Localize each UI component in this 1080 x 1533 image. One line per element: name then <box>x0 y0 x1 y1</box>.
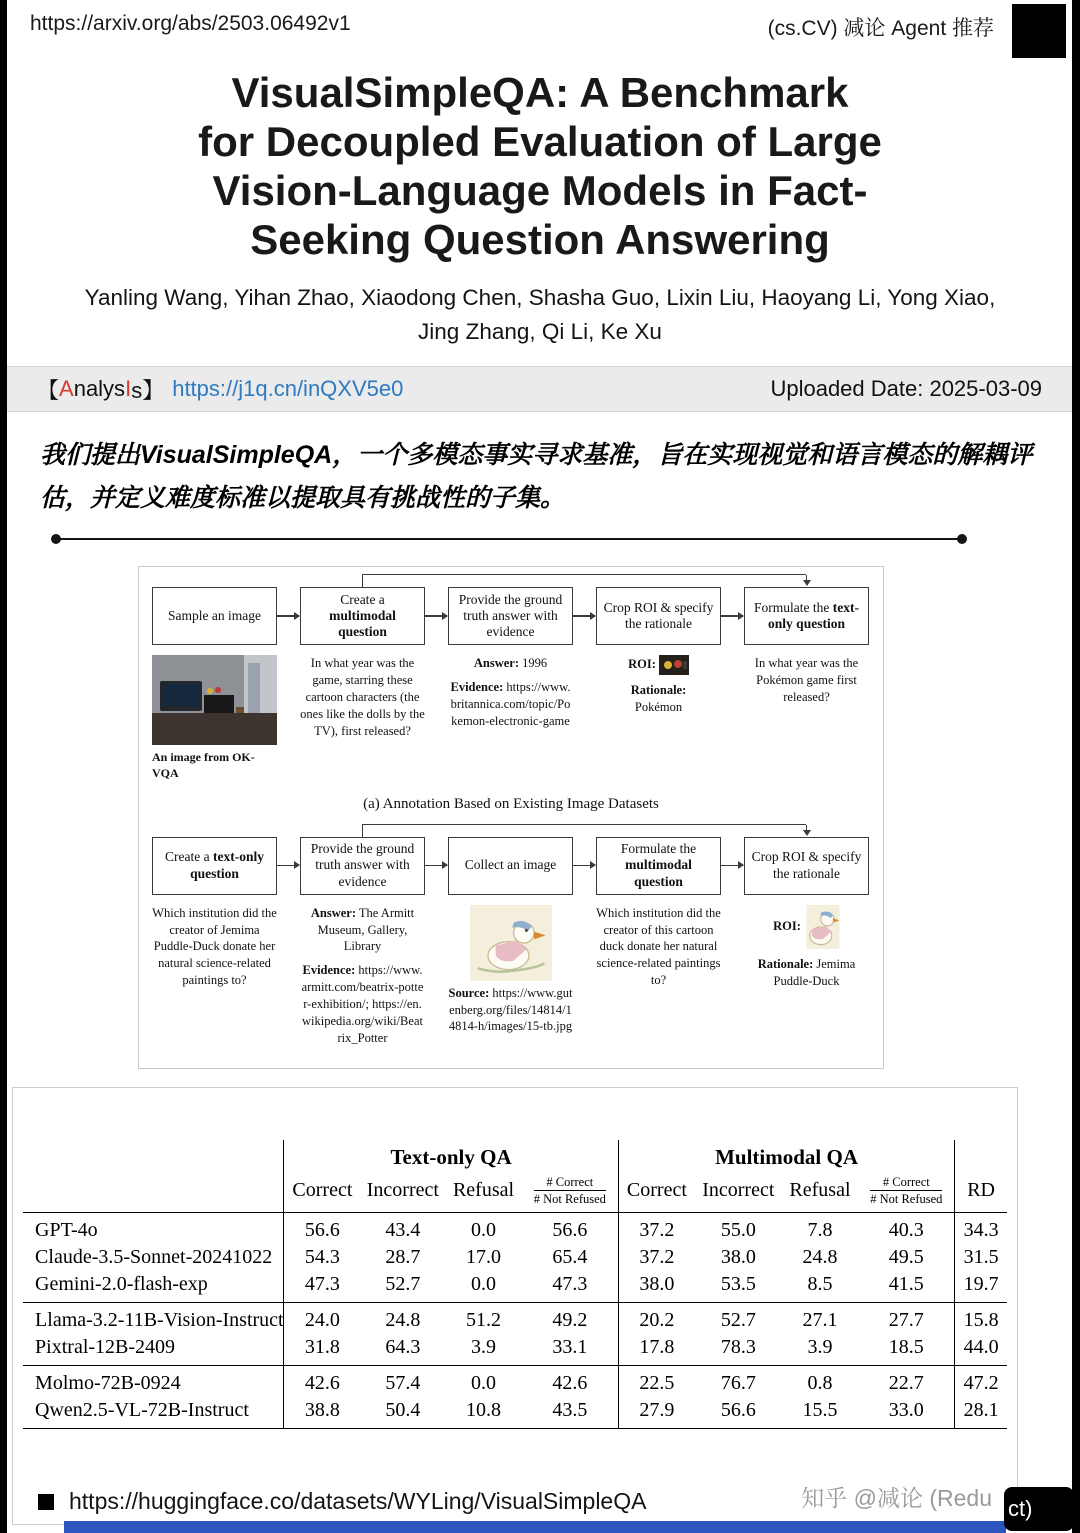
col-refusal: Refusal <box>445 1173 522 1213</box>
col-incorrect-mm: Incorrect <box>695 1173 782 1213</box>
arxiv-url[interactable]: https://arxiv.org/abs/2503.06492v1 <box>30 12 351 35</box>
table-row <box>23 1213 1007 1245</box>
annotation-b-answer-evidence: Answer: The Armitt Museum, Gallery, Library Evidence: https://www.armitt.com/beatrix-potter-exhibition/; https://en.wikipedia.org/wiki/Beatrix_Potter <box>301 905 424 1045</box>
flow-a-annotations <box>152 655 870 781</box>
okvqa-photo <box>152 655 277 745</box>
rd-cell: 19.7 <box>955 1271 1007 1303</box>
annotation-b-roi-rationale: ROI: Rationale: Jemima Puddle-Duck <box>744 905 869 1054</box>
annotation-b-text-question: Which institution did the creator of Jemima Puddle-Duck donate her natural science-related paintings to? <box>152 905 277 988</box>
metric-cell: 47.3 <box>284 1271 361 1303</box>
metric-cell: 27.9 <box>618 1397 695 1429</box>
metric-cell: 33.0 <box>858 1397 954 1429</box>
model-cell: Llama-3.2-11B-Vision-Instruct <box>23 1303 284 1335</box>
sub-header-row <box>23 1173 1007 1213</box>
col-correct-mm: Correct <box>618 1173 695 1213</box>
roi-duck-icon <box>806 905 840 949</box>
table-row <box>23 1397 1007 1429</box>
metric-cell: 38.0 <box>618 1271 695 1303</box>
figure-caption-a: (a) Annotation Based on Existing Image Datasets <box>363 795 659 812</box>
metric-cell: 27.1 <box>782 1303 859 1335</box>
metric-cell: 0.0 <box>445 1366 522 1398</box>
metric-cell: 24.8 <box>802 1246 838 1269</box>
flow-arrow-icon <box>425 837 448 895</box>
channel-tag: (cs.CV) 减论 Agent 推荐 <box>767 17 994 40</box>
metric-cell: 53.5 <box>720 1273 756 1296</box>
flow-arrow-icon <box>573 837 596 895</box>
watermark-black-box <box>1004 1487 1074 1531</box>
flow-arrow-icon <box>425 587 448 645</box>
metric-cell: 37.2 <box>618 1213 695 1245</box>
col-refusal-mm: Refusal <box>782 1173 859 1213</box>
dataset-url[interactable]: https://huggingface.co/datasets/WYLing/VisualSimpleQA <box>69 1488 647 1514</box>
metric-cell: 51.2 <box>445 1303 522 1335</box>
analysis-letters-mid: nalys <box>73 376 126 402</box>
model-cell: GPT-4o <box>35 1219 98 1242</box>
col-incorrect: Incorrect <box>361 1173 446 1213</box>
metric-cell: 47.3 <box>552 1273 588 1296</box>
metric-cell: 10.8 <box>445 1397 522 1429</box>
analysis-letter-i: I <box>125 376 132 402</box>
metric-cell: 56.6 <box>284 1213 361 1245</box>
author-list <box>0 281 1080 351</box>
flow-box-text-only-question: Formulate the text-only question <box>744 587 869 645</box>
metric-cell: 24.0 <box>284 1303 361 1335</box>
metric-cell: 52.7 <box>695 1303 782 1335</box>
rd-cell: 47.2 <box>955 1366 1007 1398</box>
flow-box-ground-truth: Provide the ground truth answer with evidence <box>448 587 573 645</box>
metric-cell: 3.9 <box>807 1336 833 1359</box>
rd-spacer-cell <box>955 1140 1007 1173</box>
metric-cell: 22.5 <box>618 1366 695 1398</box>
footer <box>38 1488 646 1515</box>
left-edge-bar <box>0 0 7 1533</box>
flow-box-create-text-question: Create a text-only question <box>152 837 277 895</box>
metric-cell: 43.4 <box>385 1219 421 1242</box>
metric-cell: 31.8 <box>284 1334 361 1366</box>
table-row <box>23 1366 1007 1398</box>
metric-cell: 42.6 <box>284 1366 361 1398</box>
authors-line-2: Jing Zhang, Qi Li, Ke Xu <box>418 319 662 345</box>
col-correct: Correct <box>284 1173 361 1213</box>
metric-cell: 27.7 <box>858 1303 954 1335</box>
metric-cell: 24.8 <box>361 1303 446 1335</box>
flow-arrow-icon <box>277 837 300 895</box>
analysis-letter-a: A <box>59 376 74 402</box>
metric-cell: 52.7 <box>385 1273 421 1296</box>
flow-box-collect-image: Collect an image <box>448 837 573 895</box>
watermark-box-text: ct) <box>1008 1496 1033 1521</box>
flow-b-annotations <box>152 905 870 1054</box>
bottom-blue-bar <box>64 1521 1006 1533</box>
bracket-open: 【 <box>37 377 60 403</box>
metric-cell: 55.0 <box>720 1219 756 1242</box>
group-header-multimodal: Multimodal QA <box>618 1140 954 1173</box>
black-square-bullet-icon <box>38 1494 54 1510</box>
metric-cell: 64.3 <box>385 1336 421 1359</box>
flow-a-skip-connector <box>362 574 806 587</box>
annotation-b-mm-question: Which institution did the creator of this cartoon duck donate her natural science-related paintings to? <box>596 905 721 988</box>
col-fraction: $\frac{\text{\# Correct}}{\text{\# Not Refused}}$ <box>522 1173 618 1213</box>
flow-box-crop-roi: Crop ROI & specify the rationale <box>596 587 721 645</box>
analysis-label <box>37 374 403 405</box>
metric-cell: 76.7 <box>695 1366 782 1398</box>
table-row <box>23 1271 1007 1303</box>
metric-cell: 3.9 <box>471 1336 496 1359</box>
rd-cell: 44.0 <box>955 1334 1007 1366</box>
duck-illustration <box>470 905 552 981</box>
annotation-roi-rationale: ROI: Rationale: Pokémon <box>596 655 721 781</box>
metric-cell: 65.4 <box>552 1246 588 1269</box>
model-cell: Gemini-2.0-flash-exp <box>35 1273 208 1296</box>
rd-cell: 34.3 <box>955 1213 1007 1245</box>
metric-cell: 37.2 <box>618 1244 695 1271</box>
flow-box-crop-roi-b: Crop ROI & specify the rationale <box>744 837 869 895</box>
analysis-bar <box>7 366 1072 412</box>
metric-cell: 38.0 <box>720 1246 756 1269</box>
dotted-divider <box>56 538 962 540</box>
flow-box-ground-truth-b: Provide the ground truth answer with evidence <box>300 837 425 895</box>
metric-cell: 42.6 <box>522 1366 618 1398</box>
table-row <box>23 1334 1007 1366</box>
rd-cell: 31.5 <box>955 1244 1007 1271</box>
metric-cell: 50.4 <box>361 1397 446 1429</box>
metric-cell: 17.0 <box>466 1246 501 1269</box>
rd-cell: 15.8 <box>955 1303 1007 1335</box>
model-cell: Pixtral-12B-2409 <box>35 1336 176 1359</box>
group-header-row <box>23 1140 1007 1173</box>
metric-cell: 0.0 <box>471 1219 496 1242</box>
metric-cell: 0.8 <box>782 1366 859 1398</box>
metric-cell: 22.7 <box>858 1366 954 1398</box>
metric-cell: 56.6 <box>552 1219 588 1242</box>
metric-cell: 18.5 <box>888 1336 924 1359</box>
col-fraction-mm: $\frac{\text{\# Correct}}{\text{\# Not Refused}}$ <box>858 1173 954 1213</box>
metric-cell: 38.8 <box>284 1397 361 1429</box>
zhihu-watermark: 知乎 @减论 (Redu <box>801 1485 992 1511</box>
metric-cell: 41.5 <box>888 1273 924 1296</box>
uploaded-date: Uploaded Date: 2025-03-09 <box>770 376 1042 402</box>
metric-cell: 40.3 <box>888 1219 924 1242</box>
metric-cell: 0.0 <box>471 1273 496 1296</box>
flow-arrow-icon <box>573 587 596 645</box>
model-cell: Molmo-72B-0924 <box>23 1366 284 1398</box>
annotation-multimodal-question: In what year was the game, starring these cartoon characters (the ones like the dolls by the TV), first released? <box>300 656 425 738</box>
analysis-link[interactable]: https://j1q.cn/inQXV5e0 <box>172 376 404 402</box>
metric-cell: 33.1 <box>552 1336 588 1359</box>
chinese-summary: 我们提出VisualSimpleQA，一个多模态事实寻求基准，旨在实现视觉和语言模态的解耦评估，并定义难度标准以提取具有挑战性的子集。 <box>40 441 1033 513</box>
top-bar <box>0 0 1080 42</box>
flow-b-skip-connector <box>362 824 806 837</box>
figure-annotation-pipeline <box>138 566 884 1068</box>
results-table <box>23 1140 1007 1430</box>
metric-cell: 17.8 <box>618 1334 695 1366</box>
corner-cell <box>23 1140 284 1173</box>
group-header-text-only: Text-only QA <box>284 1140 619 1173</box>
flow-arrow-icon <box>721 587 744 645</box>
metric-cell: 49.5 <box>888 1246 924 1269</box>
model-header-cell <box>23 1173 284 1213</box>
metric-cell: 57.4 <box>361 1366 446 1398</box>
rd-cell: 28.1 <box>955 1397 1007 1429</box>
table-row <box>23 1244 1007 1271</box>
metric-cell: 56.6 <box>695 1397 782 1429</box>
flow-box-formulate-mm-question: Formulate the multimodal question <box>596 837 721 895</box>
flow-b-boxes <box>152 837 870 895</box>
metric-cell: 78.3 <box>720 1336 756 1359</box>
bracket-close: s】 <box>131 377 165 403</box>
flow-box-sample-image: Sample an image <box>152 587 277 645</box>
metric-cell: 49.2 <box>522 1303 618 1335</box>
model-cell: Claude-3.5-Sonnet-20241022 <box>35 1246 273 1269</box>
image-caption: An image from OK-VQA <box>152 750 255 781</box>
annotation-text-only-question: In what year was the Pokémon game first released? <box>754 656 859 704</box>
col-rd: RD <box>955 1173 1007 1213</box>
paper-title: VisualSimpleQA: A Benchmark for Decoupled Evaluation of Large Vision-Language Models in Fact-Seeking Question Answering <box>198 69 882 264</box>
metric-cell: 20.2 <box>618 1303 695 1335</box>
black-corner-square-icon <box>1012 4 1066 58</box>
right-edge-bar <box>1072 0 1080 1533</box>
metric-cell: 8.5 <box>807 1273 833 1296</box>
metric-cell: 54.3 <box>284 1244 361 1271</box>
metric-cell: 15.5 <box>782 1397 859 1429</box>
flow-arrow-icon <box>721 837 744 895</box>
metric-cell: 43.5 <box>522 1397 618 1429</box>
annotation-b-image-source: Source: https://www.gutenberg.org/files/14814/14814-h/images/15-tb.jpg <box>448 905 573 1054</box>
roi-pokemon-icon <box>659 655 689 675</box>
flow-arrow-icon <box>277 587 300 645</box>
metric-cell: 7.8 <box>807 1219 833 1242</box>
table-row <box>23 1303 1007 1335</box>
annotation-sample-image <box>152 655 277 781</box>
metric-cell: 28.7 <box>385 1246 421 1269</box>
flow-box-create-mm-question: Create a multimodal question <box>300 587 425 645</box>
flow-a-boxes <box>152 587 870 645</box>
model-cell: Qwen2.5-VL-72B-Instruct <box>23 1397 284 1429</box>
results-section <box>12 1087 1018 1525</box>
annotation-answer-evidence: Answer: 1996 Evidence: https://www.britannica.com/topic/Pokemon-electronic-game <box>450 656 571 728</box>
authors-line-1: Yanling Wang, Yihan Zhao, Xiaodong Chen, Shasha Guo, Lixin Liu, Haoyang Li, Yong Xiao, <box>84 284 996 310</box>
